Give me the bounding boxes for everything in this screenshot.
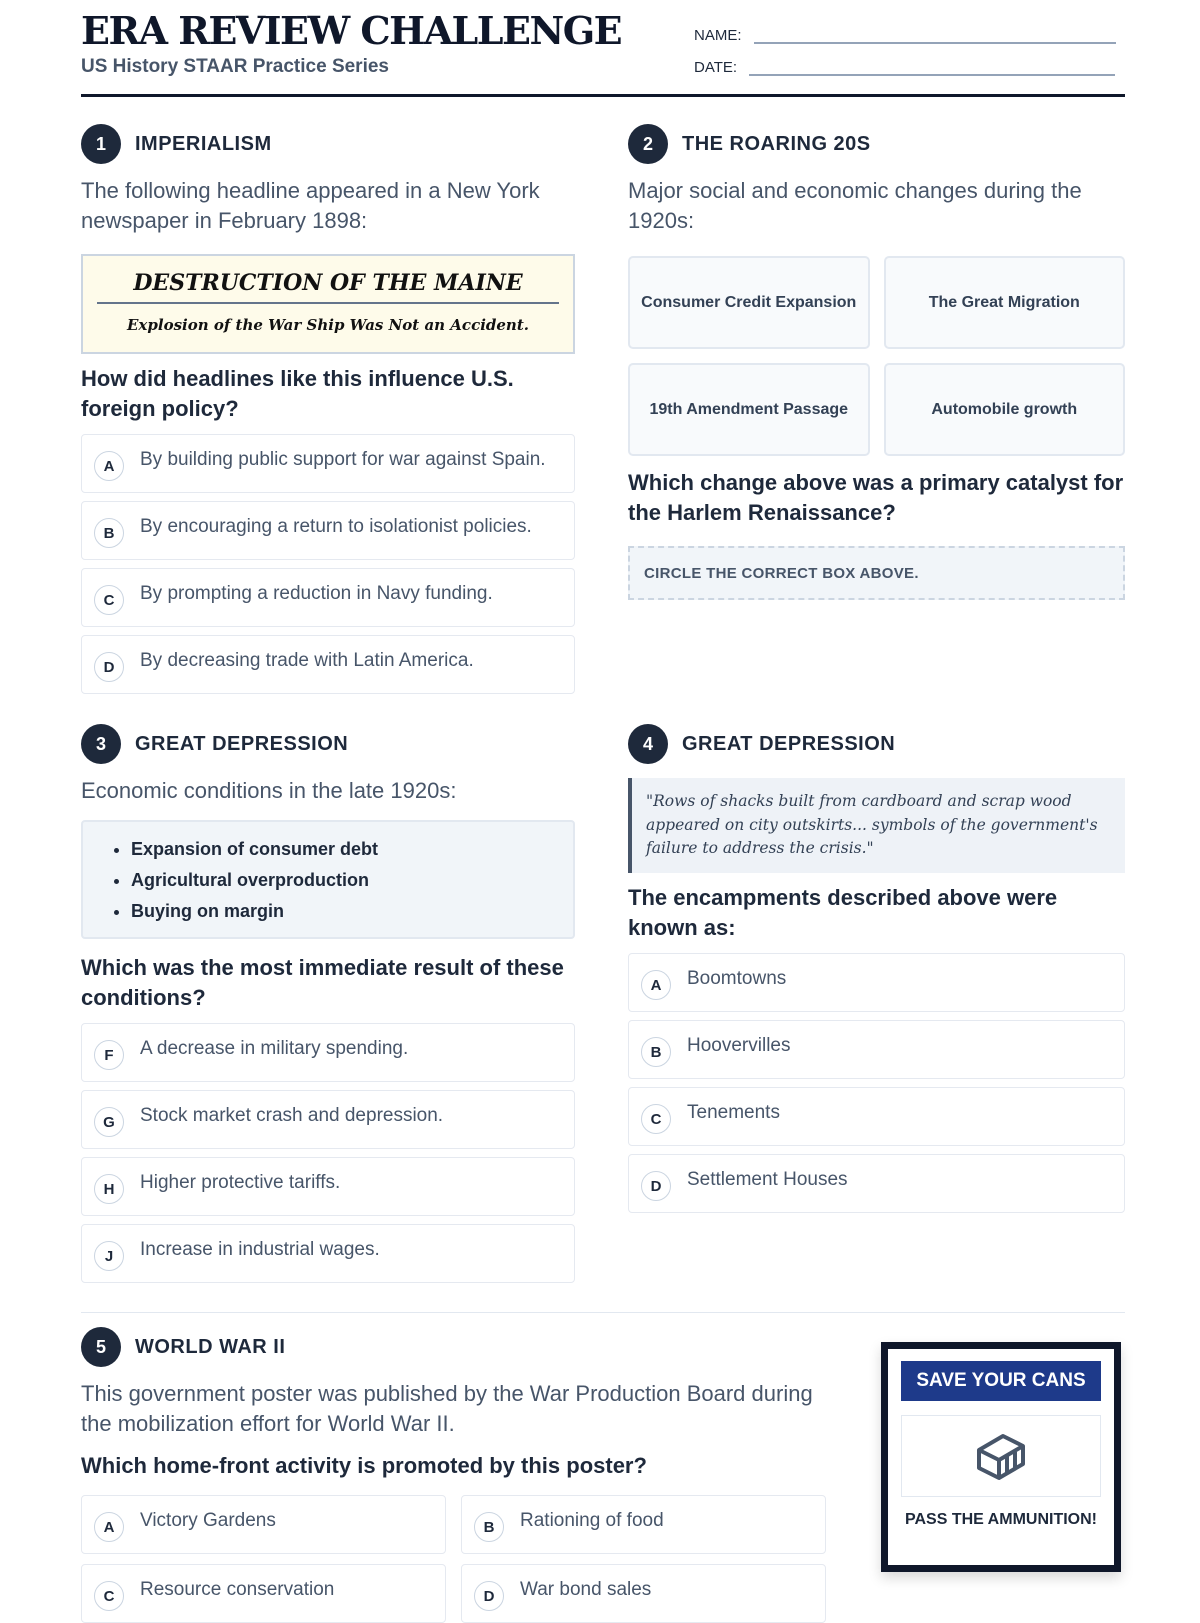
option-letter: D bbox=[94, 652, 124, 682]
war-poster bbox=[881, 1342, 1121, 1572]
option-letter: D bbox=[474, 1581, 504, 1611]
name-label: NAME: bbox=[694, 27, 742, 44]
answer-option[interactable] bbox=[81, 568, 575, 627]
section-intro: Major social and economic changes during the 1920s: bbox=[628, 178, 1082, 233]
section-number: 2 bbox=[628, 124, 668, 164]
option-text: War bond sales bbox=[520, 1579, 652, 1600]
answer-option[interactable] bbox=[628, 1087, 1125, 1146]
option-text: Victory Gardens bbox=[140, 1510, 276, 1531]
section-title: THE ROARING 20S bbox=[682, 132, 871, 155]
option-text: A decrease in military spending. bbox=[140, 1038, 409, 1059]
option-letter: H bbox=[94, 1174, 124, 1204]
option-letter: B bbox=[94, 518, 124, 548]
section-number: 1 bbox=[81, 124, 121, 164]
list-item: • Agricultural overproduction bbox=[131, 865, 573, 896]
option-letter: G bbox=[94, 1107, 124, 1137]
conditions-list bbox=[81, 820, 575, 939]
section-intro: This government poster was published by the War Production Board during the mobilization effort for World War II. bbox=[81, 1381, 813, 1436]
option-letter: C bbox=[94, 1581, 124, 1611]
option-text: Hoovervilles bbox=[687, 1035, 791, 1056]
section-3 bbox=[81, 724, 575, 1283]
choice-box[interactable]: Automobile growth bbox=[884, 363, 1126, 456]
section-divider bbox=[81, 1312, 1125, 1313]
section-intro: Economic conditions in the late 1920s: bbox=[81, 778, 457, 803]
section-title: GREAT DEPRESSION bbox=[135, 732, 349, 755]
answer-option[interactable] bbox=[81, 1495, 446, 1554]
section-4 bbox=[628, 724, 1125, 1213]
headline: DESTRUCTION OF THE MAINE bbox=[97, 270, 559, 304]
answer-option[interactable] bbox=[628, 1020, 1125, 1079]
date-line[interactable] bbox=[749, 56, 1115, 76]
section-number: 4 bbox=[628, 724, 668, 764]
option-text: Tenements bbox=[687, 1102, 780, 1123]
question: Which change above was a primary catalyst for the Harlem Renaissance? bbox=[628, 470, 1124, 525]
option-letter: B bbox=[474, 1512, 504, 1542]
answer-option[interactable] bbox=[461, 1495, 826, 1554]
option-text: By decreasing trade with Latin America. bbox=[140, 650, 474, 671]
section-intro: The following headline appeared in a New York newspaper in February 1898: bbox=[81, 178, 540, 233]
section-title: WORLD WAR II bbox=[135, 1335, 286, 1358]
answer-option[interactable] bbox=[81, 635, 575, 694]
option-text: By prompting a reduction in Navy funding. bbox=[140, 583, 493, 604]
choice-box[interactable]: Consumer Credit Expansion bbox=[628, 256, 870, 349]
option-letter: C bbox=[94, 585, 124, 615]
choice-box[interactable]: The Great Migration bbox=[884, 256, 1126, 349]
option-text: By building public support for war against Spain. bbox=[140, 449, 546, 470]
subheadline: Explosion of the War Ship Was Not an Accident. bbox=[127, 316, 529, 334]
page-title: ERA REVIEW CHALLENGE bbox=[81, 8, 622, 53]
answer-option[interactable] bbox=[81, 501, 575, 560]
option-text: Boomtowns bbox=[687, 968, 787, 989]
date-field[interactable] bbox=[694, 56, 1115, 76]
choice-box[interactable]: 19th Amendment Passage bbox=[628, 363, 870, 456]
poster-caption: PASS THE AMMUNITION! bbox=[905, 1511, 1097, 1528]
page-subtitle: US History STAAR Practice Series bbox=[81, 56, 389, 77]
instruction-box: CIRCLE THE CORRECT BOX ABOVE. bbox=[628, 546, 1125, 600]
list-item: • Buying on margin bbox=[131, 896, 573, 927]
option-letter: J bbox=[94, 1241, 124, 1271]
option-letter: A bbox=[641, 970, 671, 1000]
box-icon bbox=[975, 1430, 1027, 1482]
option-letter: A bbox=[94, 1512, 124, 1542]
answer-option[interactable] bbox=[81, 1090, 575, 1149]
section-2 bbox=[628, 124, 1125, 600]
question: How did headlines like this influence U.S. foreign policy? bbox=[81, 366, 514, 421]
answer-option[interactable] bbox=[628, 1154, 1125, 1213]
answer-option[interactable] bbox=[81, 434, 575, 493]
option-letter: B bbox=[641, 1037, 671, 1067]
name-line[interactable] bbox=[754, 24, 1116, 44]
option-text: Stock market crash and depression. bbox=[140, 1105, 444, 1126]
section-title: GREAT DEPRESSION bbox=[682, 732, 896, 755]
option-letter: C bbox=[641, 1104, 671, 1134]
poster-image bbox=[901, 1415, 1101, 1497]
quote-box: "Rows of shacks built from cardboard and scrap wood appeared on city outskirts... symbols of the government's failure to address the crisis." bbox=[628, 778, 1125, 873]
option-text: Resource conservation bbox=[140, 1579, 335, 1600]
section-number: 5 bbox=[81, 1327, 121, 1367]
question: Which was the most immediate result of these conditions? bbox=[81, 955, 564, 1010]
list-item: • Expansion of consumer debt bbox=[131, 834, 573, 865]
option-letter: A bbox=[94, 451, 124, 481]
option-text: Settlement Houses bbox=[687, 1169, 848, 1190]
section-number: 3 bbox=[81, 724, 121, 764]
answer-option[interactable] bbox=[81, 1224, 575, 1283]
option-text: Increase in industrial wages. bbox=[140, 1239, 380, 1260]
option-text: By encouraging a return to isolationist policies. bbox=[140, 516, 532, 537]
section-5 bbox=[81, 1327, 831, 1623]
option-letter: F bbox=[94, 1040, 124, 1070]
poster-banner: SAVE YOUR CANS bbox=[901, 1361, 1101, 1401]
option-letter: D bbox=[641, 1171, 671, 1201]
answer-option[interactable] bbox=[81, 1564, 446, 1623]
header-divider bbox=[81, 94, 1125, 97]
question: The encampments described above were known as: bbox=[628, 885, 1058, 940]
option-text: Rationing of food bbox=[520, 1510, 664, 1531]
newspaper-headline-box bbox=[81, 254, 575, 354]
name-field[interactable] bbox=[694, 24, 1116, 44]
section-title: IMPERIALISM bbox=[135, 132, 272, 155]
date-label: DATE: bbox=[694, 59, 738, 76]
answer-option[interactable] bbox=[81, 1157, 575, 1216]
answer-option[interactable] bbox=[81, 1023, 575, 1082]
question: Which home-front activity is promoted by this poster? bbox=[81, 1453, 647, 1478]
section-1 bbox=[81, 124, 575, 694]
option-text: Higher protective tariffs. bbox=[140, 1172, 341, 1193]
answer-option[interactable] bbox=[461, 1564, 826, 1623]
answer-option[interactable] bbox=[628, 953, 1125, 1012]
